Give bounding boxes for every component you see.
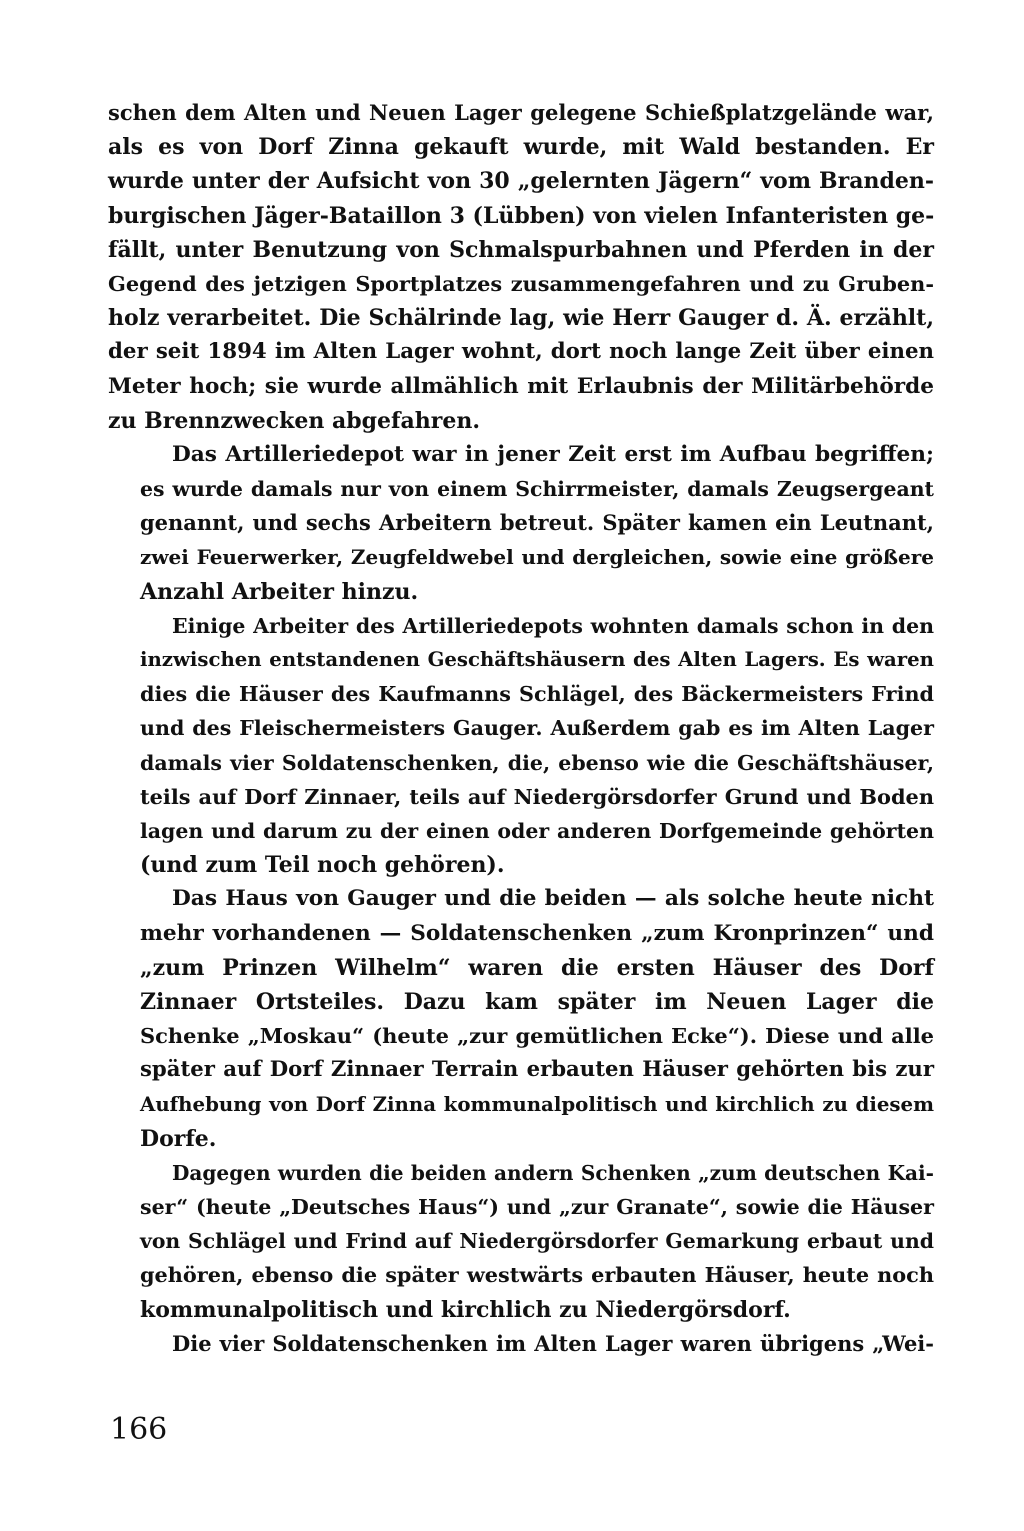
text-line: zwei Feuerwerker, Zeugfeldwebel und dergleichen, sowie eine größere bbox=[140, 545, 934, 570]
text-line: Anzahl Arbeiter hinzu. bbox=[140, 578, 419, 605]
text-line: ser“ (heute „Deutsches Haus“) und „zur Granate“, sowie die Häuser bbox=[140, 1195, 934, 1219]
text-line: Das Artilleriedepot war in jener Zeit erst im Aufbau begriffen; bbox=[172, 441, 934, 467]
text-line: mehr vorhandenen — Soldatenschenken „zum Kronprinzen“ und bbox=[140, 920, 934, 946]
paragraph bbox=[108, 1327, 934, 1361]
text-line: gehören, ebenso die später westwärts erbauten Häuser, heute noch bbox=[140, 1262, 934, 1288]
text-line: dies die Häuser des Kaufmanns Schlägel, des Bäckermeisters Frind bbox=[140, 682, 934, 707]
text-line: Meter hoch; sie wurde allmählich mit Erlaubnis der Militärbehörde bbox=[108, 373, 934, 399]
text-line: Schenke „Moskau“ (heute „zur gemütlichen Ecke“). Diese und alle bbox=[140, 1023, 934, 1049]
text-line: burgischen Jäger-Bataillon 3 (Lübben) von vielen Infanteristen ge- bbox=[108, 202, 935, 229]
paragraph bbox=[108, 438, 934, 609]
text-line: und des Fleischermeisters Gauger. Außerdem gab es im Alten Lager bbox=[140, 716, 934, 741]
text-line: Zinnaer Ortsteiles. Dazu kam später im Neuen Lager die bbox=[140, 988, 934, 1015]
page-number: 166 bbox=[110, 1412, 168, 1447]
text-line: fällt, unter Benutzung von Schmalspurbahnen und Pferden in der bbox=[108, 236, 934, 263]
text-line: „zum Prinzen Wilhelm“ waren die ersten Häuser des Dorf bbox=[140, 954, 934, 981]
text-line: es wurde damals nur von einem Schirrmeister, damals Zeugsergeant bbox=[140, 477, 934, 502]
text-line: Dagegen wurden die beiden andern Schenken „zum deutschen Kai- bbox=[172, 1160, 934, 1185]
text-line: Dorfe. bbox=[140, 1125, 217, 1152]
text-line: teils auf Dorf Zinnaer, teils auf Niedergörsdorfer Grund und Boden bbox=[140, 783, 934, 809]
text-line: später auf Dorf Zinnaer Terrain erbauten Häuser gehörten bis zur bbox=[140, 1057, 934, 1083]
text-line: inzwischen entstandenen Geschäftshäusern des Alten Lagers. Es waren bbox=[140, 648, 934, 671]
text-line: von Schlägel und Frind auf Niedergörsdorfer Gemarkung erbaut und bbox=[140, 1229, 934, 1254]
text-line: damals vier Soldatenschenken, die, ebenso wie die Geschäftshäuser, bbox=[140, 750, 934, 775]
text-line: Das Haus von Gauger und die beiden — als solche heute nicht bbox=[172, 886, 934, 912]
text-line: Einige Arbeiter des Artilleriedepots wohnten damals schon in den bbox=[172, 613, 934, 638]
paragraph bbox=[108, 882, 934, 1156]
body-text bbox=[108, 96, 934, 1361]
text-line: genannt, und sechs Arbeitern betreut. Später kamen ein Leutnant, bbox=[140, 510, 934, 536]
text-line: schen dem Alten und Neuen Lager gelegene Schießplatzgelände war, bbox=[108, 100, 934, 125]
text-line: als es von Dorf Zinna gekauft wurde, mit Wald bestanden. Er bbox=[108, 134, 934, 161]
paragraph bbox=[108, 609, 934, 883]
text-line: kommunalpolitisch und kirchlich zu Niedergörsdorf. bbox=[140, 1296, 791, 1323]
paragraph bbox=[108, 96, 934, 438]
text-line: lagen und darum zu der einen oder anderen Dorfgemeinde gehörten bbox=[140, 818, 934, 843]
text-line: (und zum Teil noch gehören). bbox=[140, 852, 505, 879]
text-line: Die vier Soldatenschenken im Alten Lager waren übrigens „Wei- bbox=[172, 1330, 934, 1356]
paragraph bbox=[108, 1156, 934, 1327]
text-line: Gegend des jetzigen Sportplatzes zusammengefahren und zu Gruben- bbox=[108, 270, 934, 296]
text-line: wurde unter der Aufsicht von 30 „gelernten Jägern“ vom Branden- bbox=[108, 168, 934, 195]
text-line: der seit 1894 im Alten Lager wohnt, dort noch lange Zeit über einen bbox=[108, 339, 934, 365]
text-line: Aufhebung von Dorf Zinna kommunalpolitisch und kirchlich zu diesem bbox=[140, 1092, 934, 1117]
text-line: zu Brennzwecken abgefahren. bbox=[108, 407, 481, 434]
text-line: holz verarbeitet. Die Schälrinde lag, wie Herr Gauger d. Ä. erzählt, bbox=[108, 305, 934, 332]
